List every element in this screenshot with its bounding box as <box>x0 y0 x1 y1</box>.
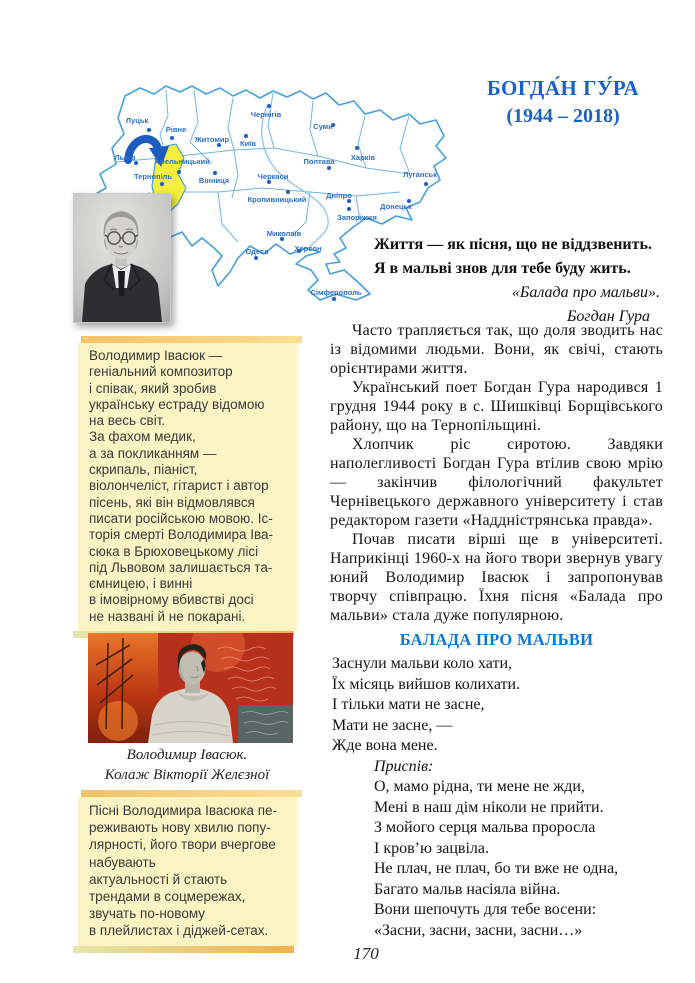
map-city-name: Львів <box>114 153 136 162</box>
poem-title: БАЛАДА ПРО МАЛЬВИ <box>399 630 594 649</box>
refrain-label: Приспів: <box>374 757 434 775</box>
info-box-line: За фахом медик, <box>89 429 196 445</box>
map-city-name: Херсон <box>294 244 322 253</box>
map-city-dot <box>254 256 258 260</box>
map-city-dot <box>213 171 217 175</box>
map-city-label <box>351 154 375 162</box>
poem-refrain-line: І кров’ю зацвіла. <box>374 839 490 857</box>
map-city-label <box>258 173 289 181</box>
map-city-name: Миколаїв <box>266 229 302 238</box>
info-box-line: трендами в соцмережах, <box>89 889 246 905</box>
map-city-name: Київ <box>240 139 256 148</box>
map-city-name: Житомир <box>194 135 230 144</box>
info-box-line: а за покликанням — <box>89 445 217 461</box>
map-city-label <box>337 214 377 222</box>
info-box-line: торія смерті Володимира Іва- <box>89 527 274 543</box>
map-city-label <box>403 171 437 179</box>
map-city-dot <box>286 190 290 194</box>
info-box-line: пісень, які він відмовлявся <box>89 494 255 510</box>
map-city-dot <box>267 104 271 108</box>
map-city-dot <box>244 134 248 138</box>
poem-refrain-line: Багато мальв насіяла війна. <box>374 880 561 898</box>
map-city-name: Суми <box>313 122 333 131</box>
map-city-name: Запоріжжя <box>337 213 377 222</box>
article-paragraph: Український поет Богдан Гура народився 1 грудня 1944 року в с. Шишківці Борщівського району, що на Тернопільщині. <box>330 379 663 434</box>
map-city-label <box>267 230 302 238</box>
map-city-dot <box>147 128 151 132</box>
map-city-label <box>294 245 321 253</box>
map-city-label <box>195 136 229 144</box>
poem-text <box>332 654 677 941</box>
epigraph <box>374 233 662 329</box>
map-city-label <box>251 111 281 119</box>
map-city-name: Чернігів <box>250 110 282 119</box>
poem-line: Їх місяць вийшов колихати. <box>332 675 521 693</box>
map-city-dot <box>347 207 351 211</box>
box-top-bar <box>81 790 302 797</box>
map-city-name: Одеса <box>245 247 269 256</box>
author-name-title: БОГДА́Н ГУ́РА <box>486 76 640 100</box>
info-box-line: реживають нову хвилю попу- <box>89 820 271 836</box>
info-box-line: Володимир Івасюк — <box>89 348 223 363</box>
map-city-name: Дніпро <box>326 191 352 200</box>
poem-refrain-line: Не плач, не плач, бо ти вже не одна, <box>374 860 619 877</box>
info-box-line: в плейлистах і діджей-сетах. <box>89 923 269 939</box>
poem-line: Мати не засне, — <box>332 716 453 734</box>
poem-line: Жде вона мене. <box>332 737 438 754</box>
map-city-dot <box>177 170 181 174</box>
author-years: (1944 – 2018) <box>506 105 620 127</box>
bohdan-hura-portrait-photo <box>73 193 171 323</box>
map-city-dot <box>160 182 164 186</box>
page-number: 170 <box>353 944 379 963</box>
map-city-name: Харків <box>350 153 376 162</box>
map-city-label <box>166 126 186 134</box>
epigraph-source: «Балада про мальви». <box>511 284 660 301</box>
article-paragraph: Почав писати вірші ще в університеті. Наприкінці 1960-х на його твори звернув увагу юний Володимир Івасюк і запропонував творчу співпрацю. Їхня пісня «Балада про мальви» стала дуже популярною. <box>330 531 663 624</box>
info-box-line: віолончеліст, гітарист і автор <box>89 478 269 494</box>
map-city-label <box>310 289 361 297</box>
info-box-line: скрипаль, піаніст, <box>89 462 198 478</box>
map-city-dot <box>170 136 174 140</box>
map-city-name: Луганськ <box>403 170 437 179</box>
info-box-line: в імовірному вбивстві досі <box>89 592 254 608</box>
map-city-label <box>199 177 229 185</box>
info-box-line: на весь світ. <box>89 413 166 429</box>
map-city-dot <box>424 182 428 186</box>
info-box-line: сюка в Брюховецькому лісі <box>89 543 259 559</box>
photo-caption <box>62 745 312 785</box>
map-city-label <box>154 158 209 166</box>
ivasiuk-collage-photo <box>88 633 293 743</box>
info-box-line: лярності, його твори вчергове <box>89 837 276 853</box>
poem-refrain-line: Мені в наш дім ніколи не прийти. <box>374 798 604 816</box>
info-box-ivasiuk <box>78 343 297 631</box>
info-box-line: Пісні Володимира Івасюка пе- <box>89 803 278 818</box>
map-city-name: Тернопіль <box>133 172 173 181</box>
map-city-label <box>303 158 334 166</box>
epigraph-line: Життя — як пісня, що не віддзвенить. <box>374 236 652 253</box>
info-box-line: ємницею, і винні <box>89 576 193 592</box>
map-city-dot <box>355 146 359 150</box>
info-box-line: геніальний композитор <box>89 364 233 380</box>
map-city-dot <box>327 166 331 170</box>
map-city-label <box>134 173 172 181</box>
epigraph-line: Я в мальві знов для тебе буду жить. <box>374 260 631 277</box>
poem-refrain-line: О, мамо рідна, ти мене не жди, <box>374 778 585 795</box>
poem-refrain-line: «Засни, засни, засни, засни…» <box>374 921 583 939</box>
map-city-label <box>114 154 135 162</box>
map-city-label <box>246 248 269 256</box>
map-city-label <box>126 117 148 125</box>
map-city-label <box>380 203 412 211</box>
info-box-line: під Львовом залишається та- <box>89 559 273 575</box>
map-city-name: Полтава <box>303 157 335 166</box>
map-city-name: Луцьк <box>125 116 149 125</box>
photo-caption-line: Володимир Івасюк. <box>126 747 248 763</box>
chapter-title-block <box>430 74 695 130</box>
map-city-label <box>248 196 307 204</box>
info-box-line: не названі й не покарані. <box>89 608 246 624</box>
map-city-name: Сімферополь <box>310 288 362 297</box>
info-box-line: актуальності й стають <box>89 871 228 887</box>
poem-refrain-line: Вони шепочуть для тебе восени: <box>374 901 597 918</box>
map-city-name: Вінниця <box>198 176 230 185</box>
info-box-line: звучать по-новому <box>89 906 206 922</box>
map-city-name: Хмельницький <box>154 157 210 166</box>
map-city-name: Кропивницький <box>247 195 307 204</box>
map-city-name: Донецьк <box>380 202 412 211</box>
map-city-label <box>240 140 256 148</box>
info-box-ivasiuk-legacy <box>78 797 297 946</box>
poem-line: Заснули мальви коло хати, <box>332 655 513 672</box>
info-box-line: писати російською мовою. Іс- <box>89 510 273 526</box>
map-city-name: Черкаси <box>257 172 289 181</box>
map-city-name: Рівне <box>165 125 187 134</box>
poem-refrain-line: З мойого серця мальва проросла <box>374 819 596 836</box>
map-city-dot <box>332 297 336 301</box>
poem-line: І тільки мати не засне, <box>332 696 485 713</box>
map-city-label <box>313 123 333 131</box>
info-box-line: і співак, який зробив <box>89 380 217 396</box>
article-paragraph: Часто трапляється так, що доля зводить нас із відомими людьми. Вони, як свічі, стають орієнтирами життя. <box>330 322 663 377</box>
photo-caption-line: Колаж Вікторії Желєзної <box>104 767 270 783</box>
map-city-label <box>326 192 352 200</box>
epigraph-author: Богдан Гура <box>566 308 650 325</box>
article-paragraph: Хлопчик ріс сиротою. Завдяки наполегливості Богдан Гура втілив свою мрію — закінчив філологічний факультет Чернівецького державного університету і став редактором газети «Наддністрянська правда». <box>330 436 663 529</box>
info-box-line: українську естраду відомою <box>89 396 265 412</box>
info-box-line: набувають <box>89 854 156 870</box>
article-text <box>330 321 663 625</box>
box-top-bar <box>81 336 302 343</box>
